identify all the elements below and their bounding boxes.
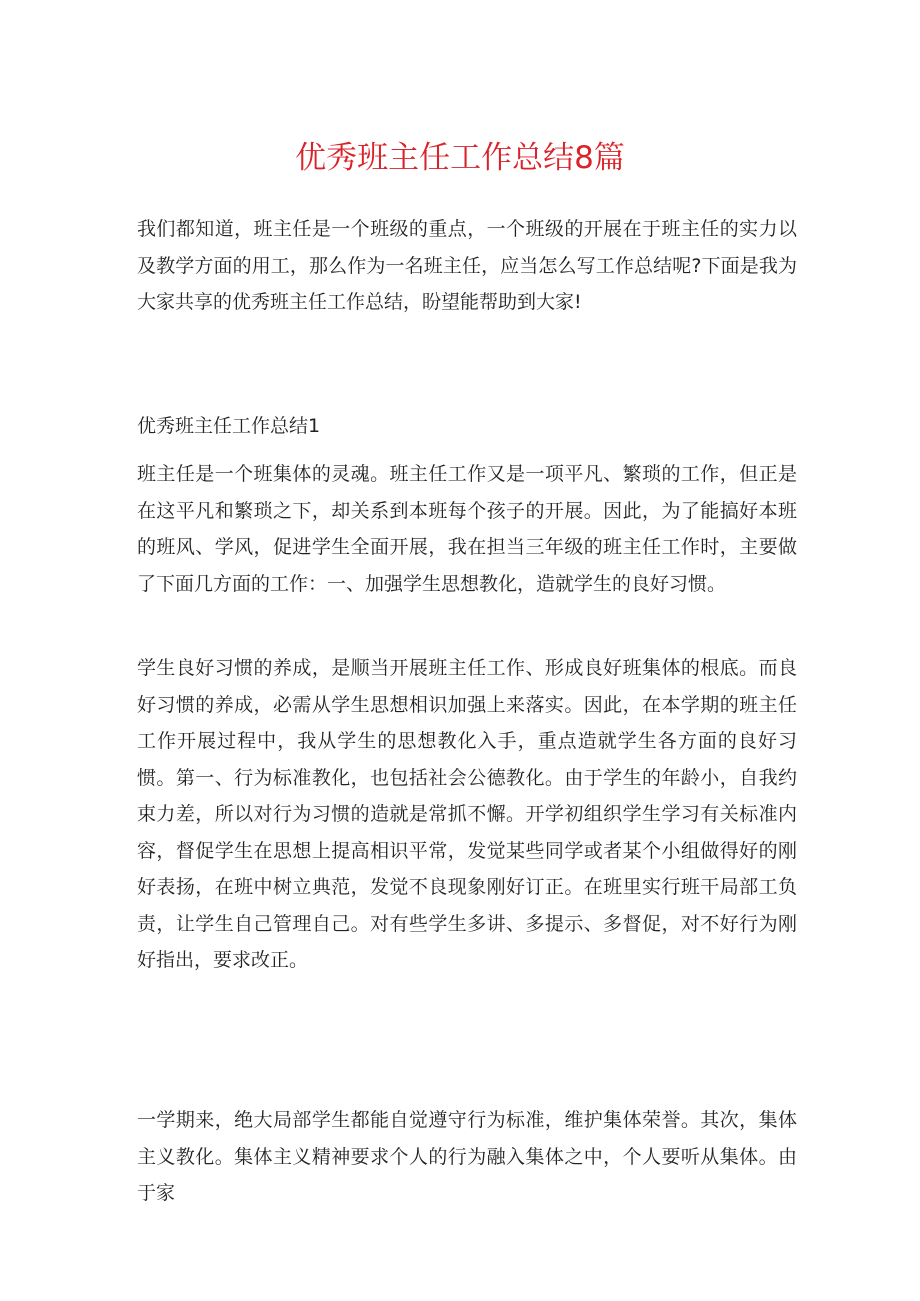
body-paragraph-2: 学生良好习惯的养成，是顺当开展班主任工作、形成良好班集体的根底。而良好习惯的养成，必需从学生思想相识加强上来落实。因此，在本学期的班主任工作开展过程中，我从学生的思想教化入手，重点造就学生各方面的良好习惯。第一、行为标准教化，也包括社会公德教化。由于学生的年龄小，自我约束力差，所以对行为习惯的造就是常抓不懈。开学初组织学生学习有关标准内容，督促学生在思想上提高相识平常，发觉某些同学或者某个小组做得好的刚好表扬，在班中树立典范，发觉不良现象刚好订正。在班里实行班干局部工负责，让学生自己管理自己。对有些学生多讲、多提示、多督促，对不好行为刚好指出，要求改正。	[137, 657, 797, 971]
intro-paragraph: 我们都知道，班主任是一个班级的重点，一个班级的开展在于班主任的实力以及教学方面的用工，那么作为一名班主任，应当怎么写工作总结呢?下面是我为大家共享的优秀班主任工作总结，盼望能帮助到大家!	[137, 218, 797, 313]
body-paragraph-3: 一学期来，绝大局部学生都能自觉遵守行为标准，维护集体荣誉。其次，集体主义教化。集体主义精神要求个人的行为融入集体之中，个人要听从集体。由于家	[137, 1109, 797, 1204]
section-heading: 优秀班主任工作总结1	[137, 415, 321, 437]
document-title: 优秀班主任工作总结8篇	[295, 140, 625, 176]
body-paragraph-1: 班主任是一个班集体的灵魂。班主任工作又是一项平凡、繁琐的工作，但正是在这平凡和繁琐之下，却关系到本班每个孩子的开展。因此，为了能搞好本班的班风、学风，促进学生全面开展，我在担当三年级的班主任工作时，主要做了下面几方面的工作：一、加强学生思想教化，造就学生的良好习惯。	[137, 463, 797, 595]
